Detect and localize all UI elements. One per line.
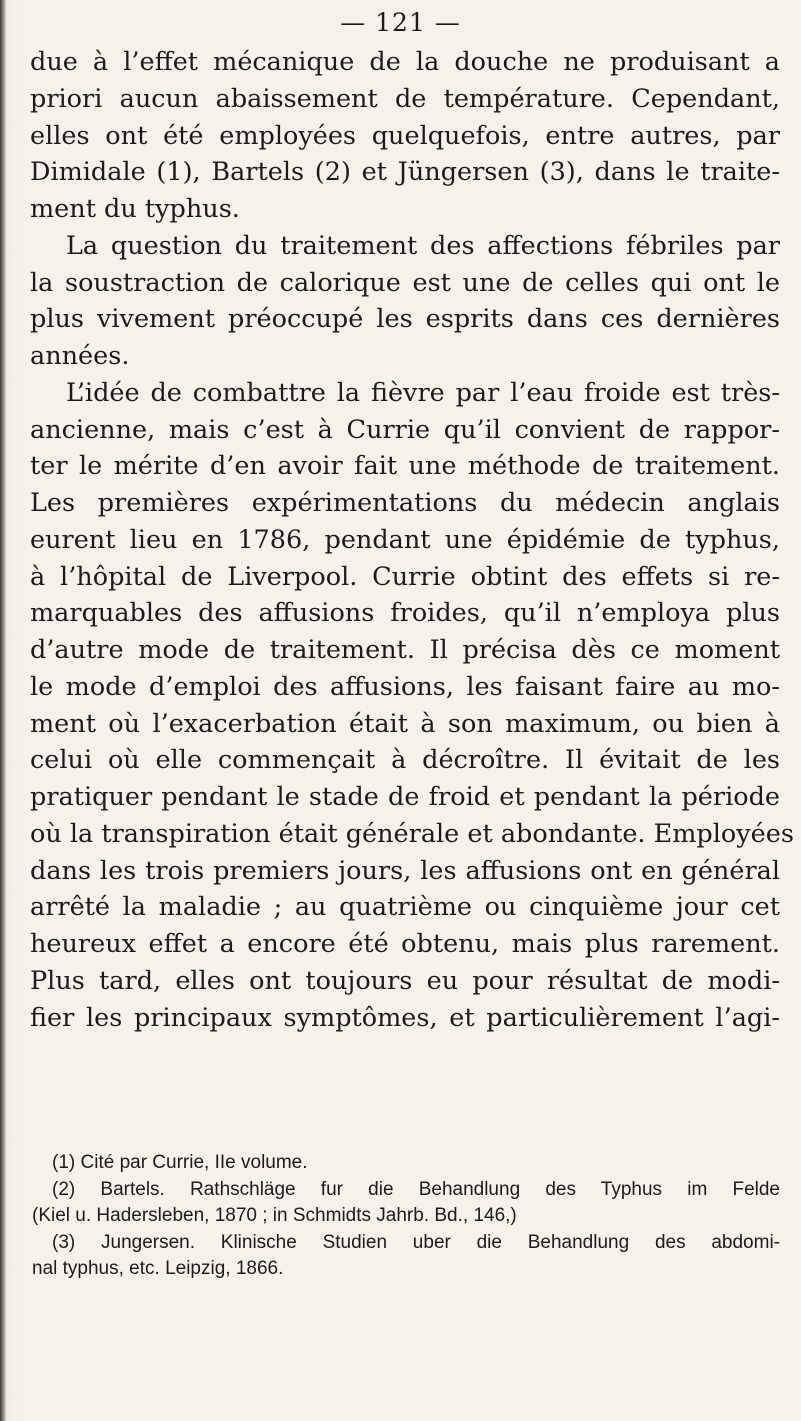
footnote — [32, 1177, 780, 1230]
text-line: heureux effet a encore été obtenu, mais plus rarement. — [30, 929, 780, 959]
text-line: ancienne, mais c’est à Currie qu’il convient de rappor- — [30, 414, 780, 445]
text-line: ment du typhus. — [30, 194, 240, 224]
paragraph — [30, 375, 794, 1037]
text-line: à l’hôpital de Liverpool. Currie obtint des effets si re- — [30, 561, 780, 592]
text-line: la soustraction de calorique est une de celles qui ont le — [30, 267, 780, 298]
text-line: La question du traitement des affections fébriles par — [66, 230, 780, 261]
footnote — [32, 1230, 780, 1283]
text-line: où la transpiration était générale et abondante. Employées — [30, 818, 794, 849]
body-text — [30, 44, 794, 1036]
text-line: plus vivement préoccupé les esprits dans ces dernières — [30, 304, 780, 335]
text-line: elles ont été employées quelquefois, entre autres, par — [30, 120, 780, 151]
text-line: Les premières expérimentations du médecin anglais — [30, 488, 780, 518]
footnote — [32, 1150, 780, 1177]
text-line: marquables des affusions froides, qu’il n’employa plus — [30, 598, 780, 629]
text-line: d’autre mode de traitement. Il précisa dès ce moment — [30, 635, 780, 665]
text-line: ter le mérite d’en avoir fait une méthode de traitement. — [30, 451, 780, 482]
text-line: le mode d’emploi des affusions, les faisant faire au mo- — [30, 671, 780, 702]
text-line: dans les trois premiers jours, les affusions ont en général — [30, 855, 780, 886]
text-line: priori aucun abaissement de température. Cependant, — [30, 83, 780, 114]
footnote-line: (3) Jungersen. Klinische Studien uber die Behandlung des abdomi- — [52, 1231, 780, 1253]
paragraph — [30, 228, 780, 375]
footnote-line: (2) Bartels. Rathschläge fur die Behandlung des Typhus im Felde — [52, 1178, 780, 1200]
page-spine-edge — [0, 0, 6, 1421]
footnote-line: (Kiel u. Hadersleben, 1870 ; in Schmidts Jahrb. Bd., 146,) — [32, 1205, 517, 1226]
footnote-line: (1) Cité par Currie, IIe volume. — [52, 1152, 308, 1173]
text-line: arrêté la maladie ; au quatrième ou cinquième jour cet — [30, 892, 780, 923]
text-line: L’idée de combattre la fièvre par l’eau froide est très- — [66, 377, 780, 408]
text-line: pratiquer pendant le stade de froid et pendant la période — [30, 782, 780, 812]
text-line: ment où l’exacerbation était à son maximum, ou bien à — [30, 708, 780, 739]
text-line: due à l’effet mécanique de la douche ne produisant a — [30, 47, 780, 77]
footnotes — [32, 1150, 780, 1283]
text-line: fier les principaux symptômes, et particulièrement l’agi- — [30, 1002, 780, 1033]
text-line: eurent lieu en 1786, pendant une épidémie de typhus, — [30, 524, 780, 555]
page-number: — 121 — — [340, 8, 461, 37]
text-line: Plus tard, elles ont toujours eu pour résultat de modi- — [30, 965, 780, 996]
text-line: celui où elle commençait à décroître. Il évitait de les — [30, 745, 780, 776]
paragraph — [30, 44, 780, 228]
footnote-line: nal typhus, etc. Leipzig, 1866. — [32, 1258, 284, 1279]
text-line: Dimidale (1), Bartels (2) et Jüngersen (3), dans le traite- — [30, 157, 780, 188]
text-line: années. — [30, 341, 130, 371]
